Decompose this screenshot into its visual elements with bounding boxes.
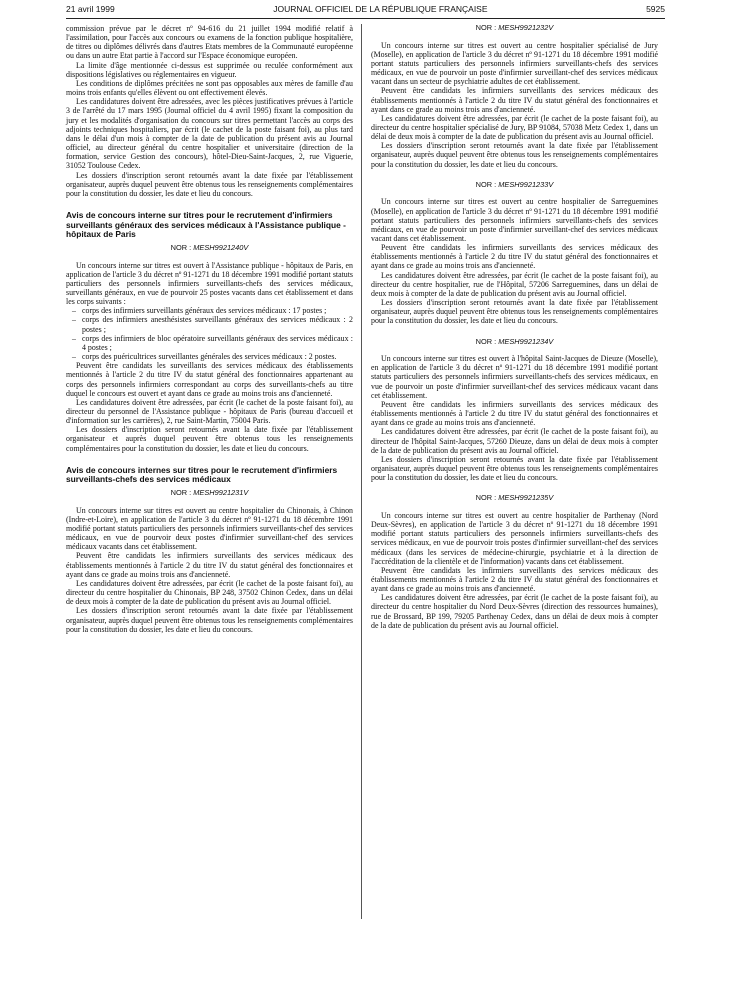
nor-reference <box>371 24 658 33</box>
body-paragraph: Un concours interne sur titres est ouvert au centre hospitalier de Parthenay (Nord Deux-Sèvres), en application de l'article 3 du décret nº 91-1271 du 18 décembre 1991 modifié portant statuts particuliers des personnels infirmiers surveillants-chefs des services médicaux, en vue de pourvoir trois postes d'infirmier surveillant-chef des services médicaux (dans les services de médecine-chirurgie, psychiatrie et à la direction de l'accréditation de la clientèle et de l'information) vacants dans cet établissement. <box>371 510 658 566</box>
page-header <box>66 0 665 19</box>
intro-paragraph: Les conditions de diplômes précitées ne sont pas opposables aux mères de famille d'au moins trois enfants qu'elles élèvent ou ont effectivement élevés. <box>66 78 353 98</box>
body-paragraph: Peuvent être candidats les infirmiers surveillants des services médicaux des établissements mentionnés à l'article 2 du titre IV du statut général des fonctionnaires et ayant dans ce grade au moins trois ans d'ancienneté. <box>371 565 658 594</box>
right-column <box>371 24 658 630</box>
section-title: Avis de concours interne sur titres pour le recrutement d'infirmiers surveillants généraux des services médicaux à l'Assistance publique - hôpitaux de Paris <box>66 209 346 240</box>
nor-label: NOR : <box>475 179 497 189</box>
nor-reference <box>371 338 658 347</box>
list-item: – corps des infirmiers surveillants généraux des services médicaux : 17 postes ; <box>82 306 353 315</box>
column-divider <box>361 24 362 919</box>
nor-code: MESH9921233V <box>498 179 554 189</box>
body-paragraph: Les dossiers d'inscription seront retournés avant la date fixée par l'établissement organisateur, auprès duquel peuvent être obtenus tous les renseignements complémentaires pour la constitution du dossier, les date et lieu du concours. <box>371 298 658 326</box>
nor-label: NOR : <box>475 336 497 346</box>
nor-label: NOR : <box>170 488 192 498</box>
nor-label: NOR : <box>475 23 497 32</box>
nor-reference <box>371 181 658 190</box>
body-paragraph: Un concours interne sur titres est ouvert au centre hospitalier de Sarreguemines (Moselle), en application de l'article 3 du décret nº 91-1271 du 18 décembre 1991 modifié portant statuts particuliers des personnels infirmiers surveillants-chefs des services médicaux, en vue de pourvoir un poste d'infirmier surveillant-chef des services médicaux vacant dans cet établissement. <box>371 197 658 243</box>
intro-paragraph: Les dossiers d'inscription seront retournés avant la date fixée par l'établissement organisateur, auprès duquel peuvent être obtenus tous les renseignements complémentaires pour la constitution du dossier, les date et lieu du concours. <box>66 170 353 198</box>
list-item: – corps des infirmiers de bloc opératoire surveillants généraux des services médicaux : 4 postes ; <box>82 334 353 352</box>
header-title: JOURNAL OFFICIEL DE LA RÉPUBLIQUE FRANÇAISE <box>273 4 488 14</box>
header-date: 21 avril 1999 <box>66 4 115 14</box>
section-title: Avis de concours internes sur titres pour le recrutement d'infirmiers surveillants-chefs des services médicaux <box>66 464 338 485</box>
body-paragraph: Les candidatures doivent être adressées, par écrit (le cachet de la poste faisant foi), au directeur du centre hospitalier spécialisé de Jury, BP 91084, 57038 Metz Cedex 1, dans un délai de deux mois à compter de la date de publication du présent avis au Journal officiel. <box>371 113 658 142</box>
intro-paragraph: Les candidatures doivent être adressées, avec les pièces justificatives prévues à l'article 3 de l'arrêté du 17 mars 1995 (Journal officiel du 4 avril 1995) fixant la composition du jury et les modalités d'organisation du concours sur titres permettant l'accès au corps des adjoints techniques hospitaliers, par écrit (le cachet de la poste faisant foi), au plus tard dans le délai d'un mois à compter de la date de publication du présent avis au Journal officiel, au directeur général du centre hospitalier et universitaire (direction de la formation, service Gestion des concours), hôtel-Dieu-Saint-Jacques, 2, rue Viguerie, 31052 Toulouse Cedex. <box>66 97 353 171</box>
left-column <box>66 24 353 634</box>
nor-code: MESH9921234V <box>498 336 554 346</box>
body-paragraph: Peuvent être candidats les infirmiers surveillants des services médicaux des établissements mentionnés à l'article 2 du titre IV du statut général des fonctionnaires et ayant dans ce grade au moins trois ans d'ancienneté. <box>66 551 353 579</box>
nor-label: NOR : <box>170 242 192 252</box>
posts-list <box>66 306 353 361</box>
body-paragraph: Les dossiers d'inscription seront retournés avant la date fixée par l'établissement organisateur et auprès duquel peuvent être obtenus tous les renseignements complémentaires pour la constitution du dossier, les date et lieu du concours. <box>66 425 353 453</box>
body-paragraph: Les candidatures doivent être adressées, par écrit (le cachet de la poste faisant foi), au directeur du centre hospitalier du Nord Deux-Sèvres (direction des ressources humaines), rue de Brossard, BP 199, 79205 Parthenay Cedex, dans un délai de deux mois à compter de la date de publication du présent avis au Journal officiel. <box>371 593 658 630</box>
nor-label: NOR : <box>475 493 497 503</box>
body-paragraph: Un concours interne sur titres est ouvert au centre hospitalier du Chinonais, à Chinon (Indre-et-Loire), en application de l'article 3 du décret nº 91-1271 du 18 décembre 1991 modifié portant statuts particuliers des personnels infirmiers surveillants-chef des services médicaux, en vue de pourvoir deux postes d'infirmier surveillant-chef des services médicaux vacants dans cet établissement. <box>66 505 353 552</box>
nor-code: MESH9921232V <box>498 23 554 32</box>
nor-reference <box>66 489 353 498</box>
body-paragraph: Les candidatures doivent être adressées, par écrit (le cachet de la poste faisant foi), au directeur du centre hospitalier du Chinonais, BP 248, 37502 Chinon Cedex, dans un délai de deux mois à compter de la date de publication du présent avis au Journal officiel. <box>66 578 353 607</box>
body-paragraph: Les candidatures doivent être adressées, par écrit (le cachet de la poste faisant foi), au directeur du personnel de l'Assistance publique - hôpitaux de Paris (bureau d'accueil et d'information sur les carrières), 2, rue Saint-Martin, 75004 Paris. <box>66 397 353 426</box>
body-paragraph: Peuvent être candidats les surveillants des services médicaux des établissements mentionnés à l'article 2 du titre IV du statut général des fonctionnaires appartenant au corps des personnels infirmiers correspondant au corps des surveillants-chefs au titre duquel le concours est ouvert et ayant dans ce grade au moins trois ans d'ancienneté. <box>66 361 353 398</box>
body-paragraph: Les candidatures doivent être adressées, par écrit (le cachet de la poste faisant foi), au directeur du centre hospitalier, rue de l'Hôpital, 57206 Sarreguemines, dans un délai de deux mois à compter de la date de publication du présent avis au Journal officiel. <box>371 270 658 298</box>
body-paragraph: Les candidatures doivent être adressées, par écrit (le cachet de la poste faisant foi), au directeur de l'hôpital Saint-Jacques, 57260 Dieuze, dans un délai de deux mois à compter de la date de publication du présent avis au Journal officiel. <box>371 427 658 455</box>
list-item: – corps des infirmiers anesthésistes surveillants généraux des services médicaux : 2 postes ; <box>82 315 353 333</box>
body-paragraph: Un concours interne sur titres est ouvert au centre hospitalier spécialisé de Jury (Moselle), en application de l'article 3 du décret nº 91-1271 du 18 décembre 1991 modifié portant statuts particuliers des personnels infirmiers surveillants-chefs des services médicaux, en vue de pourvoir un poste d'infirmier surveillant-chef des services médicaux vacant dans un secteur de psychiatrie adultes de cet établissement. <box>371 40 658 87</box>
body-paragraph: Peuvent être candidats les infirmiers surveillants des services médicaux des établissements mentionnés à l'article 2 du titre IV du statut général des fonctionnaires et ayant dans ce grade au moins trois ans d'ancienneté. <box>371 86 658 114</box>
nor-reference <box>371 494 658 503</box>
intro-paragraph: commission prévue par le décret nº 94-616 du 21 juillet 1994 modifié relatif à l'assimilation, pour l'accès aux concours ou examens de la fonction publique hospitalière, de titres ou diplômes délivrés dans d'autres Etats membres de la Communauté européenne ou dans un autre Etat partie à l'accord sur l'Espace économique européen. <box>66 24 353 61</box>
nor-code: MESH9921240V <box>193 242 249 252</box>
list-item: – corps des puéricultrices surveillantes générales des services médicaux : 2 postes. <box>82 352 353 361</box>
intro-paragraph: La limite d'âge mentionnée ci-dessus est supprimée ou reculée conformément aux dispositions législatives ou réglementaires en vigueur. <box>66 60 353 79</box>
body-paragraph: Un concours interne sur titres est ouvert à l'hôpital Saint-Jacques de Dieuze (Moselle), en application de l'article 3 du décret nº 91-1271 du 18 décembre 1991 modifié portant statuts particuliers des personnels infirmiers surveillants-chefs des services médicaux, en vue de pourvoir un poste d'infirmier surveillant-chef des services médicaux vacant dans cet établissement. <box>371 354 658 400</box>
body-paragraph: Peuvent être candidats les infirmiers surveillants des services médicaux des établissements mentionnés à l'article 2 du titre IV du statut général des fonctionnaires et ayant dans ce grade au moins trois ans d'ancienneté. <box>371 399 658 428</box>
header-page-number: 5925 <box>646 4 665 14</box>
body-paragraph: Un concours interne sur titres est ouvert à l'Assistance publique - hôpitaux de Paris, en application de l'article 3 du décret nº 91-1271 du 18 décembre 1991 modifié portant statuts particuliers des personnels infirmiers surveillants-chefs des services médicaux, surveillants généraux, en vue de pourvoir 25 postes vacants dans cet établissement et dans les corps suivants : <box>66 260 353 307</box>
nor-code: MESH9921235V <box>498 493 554 503</box>
nor-reference <box>66 244 353 253</box>
nor-code: MESH9921231V <box>193 488 249 498</box>
body-paragraph: Les dossiers d'inscription seront retournés avant la date fixée par l'établissement organisateur, auprès duquel peuvent être obtenus tous les renseignements complémentaires pour la constitution du dossier, les date et lieu du concours. <box>66 606 353 634</box>
body-paragraph: Les dossiers d'inscription seront retournés avant la date fixée par l'établissement organisateur, auprès duquel peuvent être obtenus tous les renseignements complémentaires pour la constitution du dossier, les date et lieu du concours. <box>371 454 658 483</box>
body-paragraph: Peuvent être candidats les infirmiers surveillants des services médicaux des établissements mentionnés à l'article 2 du titre IV du statut général des fonctionnaires et ayant dans ce grade au moins trois ans d'ancienneté. <box>371 243 658 271</box>
body-paragraph: Les dossiers d'inscription seront retournés avant la date fixée par l'établissement organisateur, auprès duquel peuvent être obtenus tous les renseignements complémentaires pour la constitution du dossier, les date et lieu du concours. <box>371 141 658 169</box>
